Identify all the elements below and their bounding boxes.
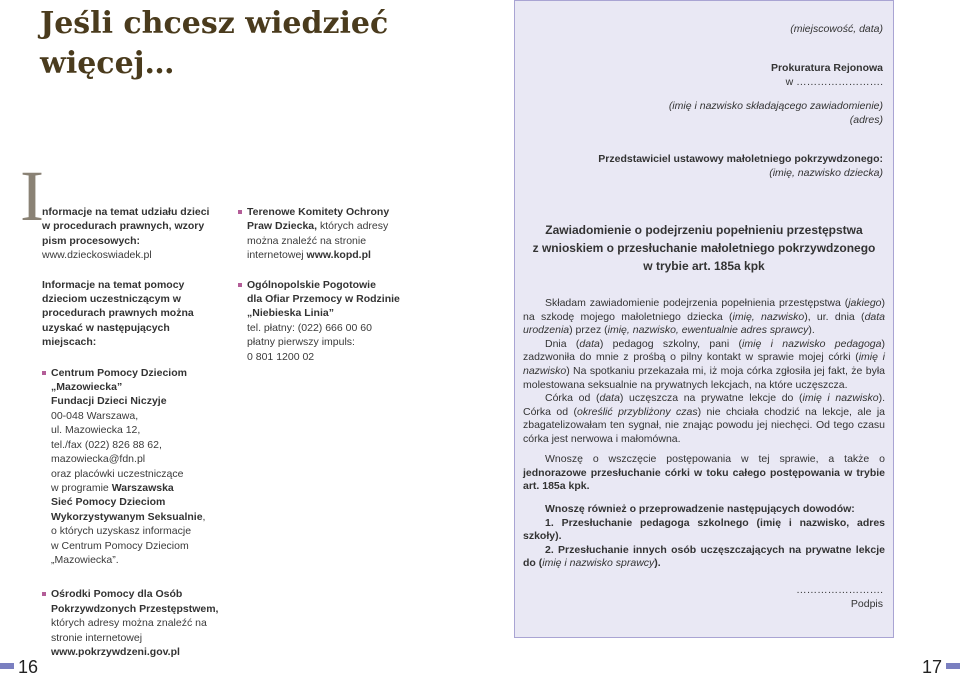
title-line-1: Jeśli chcesz wiedzieć — [40, 6, 389, 41]
b4-bold3: „Niebieska Linia” — [247, 307, 334, 320]
b1-more5: „Mazowiecka”. — [51, 553, 119, 566]
b1-phone: tel./fax (022) 826 88 62, — [51, 438, 162, 451]
b1-line3: Fundacji Dzieci Niczyje — [51, 395, 167, 408]
page-number-right: 17 — [922, 657, 943, 677]
form-body — [523, 297, 885, 447]
recipient — [771, 62, 883, 89]
applicant-line2: (adres) — [849, 113, 883, 126]
signature — [796, 584, 883, 611]
page-title — [40, 4, 388, 84]
b4-bold1: Ogólnopolskie Pogotowie — [247, 278, 376, 291]
place-date — [790, 23, 883, 37]
b4-tel2: płatny pierwszy impuls: — [247, 336, 355, 349]
paragraph-3: Córka od (data) uczęszcza na prywatne lekcje do (imię i nazwisko). Córka od (określić przybliżony czas) nie chciała chodzić na lekcje, ale ja zbagatelizowałam ten sygnał, nie znając powodu jej niechęci. Od tego czasu córka jest nerwowa i małomówna. — [523, 392, 886, 445]
intro-bold: nformacje na temat udziału dzieci w procedurach prawnych, wzory pism procesowych: — [42, 206, 210, 247]
b2-bold: Ośrodki Pomocy dla Osób Pokrzywdzonych Przestępstwem, — [51, 588, 219, 615]
help-intro — [42, 278, 220, 350]
rep-label: Przedstawiciel ustawowy małoletniego pokrzywdzonego: — [598, 153, 883, 165]
notification-form — [514, 0, 894, 638]
b4-tel1: tel. płatny: (022) 666 00 60 — [247, 321, 372, 334]
paragraph-7: 2. Przesłuchanie innych osób uczęszczających na prywatne lekcje do (imię i nazwisko sprawcy). — [523, 543, 885, 570]
b1-more1: oraz placówki uczestniczące — [51, 467, 184, 480]
bullet-niebieska-linia — [238, 278, 410, 364]
bullet-centrum-mazowiecka: Centrum Pomocy Dzieciom „Mazowiecka” Fundacji Dzieci Niczyje 00-048 Warszawa, ul. Mazowiecka 12, tel./fax (022) 826 88 62, mazowiecka@fdn.pl oraz placówki uczestniczące w programie Warszawska Sieć Pomocy Dzieciom Wykorzystywanym Seksualnie, o których uzyskasz informacje w Centrum Pomocy Dzieciom „Mazowiecka”. — [42, 366, 220, 568]
paragraph-6: 1. Przesłuchanie pedagoga szkolnego (imię i nazwisko, adres szkoły). — [523, 516, 885, 543]
b2-text: których adresy można znaleźć na stronie internetowej — [51, 617, 207, 644]
form-title-1: Zawiadomienie o podejrzeniu popełnieniu przestępstwa — [545, 223, 863, 237]
b1-addr1: 00-048 Warszawa, — [51, 409, 139, 422]
signature-line: ……………………. — [796, 584, 883, 596]
request-paragraph — [523, 453, 885, 494]
evidence-section — [523, 503, 885, 571]
left-column — [42, 205, 220, 659]
b1-more2: w programie — [51, 481, 109, 494]
title-line-2: więcej… — [40, 46, 175, 81]
place-date-text: (miejscowość, data) — [790, 23, 883, 35]
bullet-komitety — [238, 205, 410, 263]
bullet-osrodki-pomocy — [42, 587, 220, 659]
paragraph-4: Wnoszę o wszczęcie postępowania w tej sprawie, a także o jednorazowe przesłuchanie córki w toku całego postępowania w trybie art. 185a kpk. — [523, 453, 885, 493]
paragraph-2: Dnia (data) pedagog szkolny, pani (imię i nazwisko pedagoga) zadzwoniła do mnie z prośbą o pilny kontakt w sprawie mojej córki (imię i nazwisko) Na spotkaniu przekazała mi, iż moja córka zgłosiła jej fakt, że była molestowana seksualnie na prywatnych lekcjach, na które uczęszcza. — [523, 337, 885, 391]
pokrzywdzeni-link[interactable]: www.pokrzywdzeni.gov.pl — [51, 645, 180, 658]
signature-label: Podpis — [850, 597, 883, 610]
intro-paragraph — [42, 205, 220, 263]
recipient-line1: Prokuratura Rejonowa — [770, 62, 883, 74]
representative — [598, 153, 883, 180]
b1-more3: o których uzyskasz informacje — [51, 525, 192, 538]
b1-email[interactable]: mazowiecka@fdn.pl — [51, 453, 146, 466]
rep-hint: (imię, nazwisko dziecka) — [769, 166, 883, 179]
help-intro-text: Informacje na temat pomocy dzieciom uczestniczącym w procedurach prawnych można uzyskać w następujących miejscach: — [42, 278, 194, 349]
kopd-link[interactable]: www.kopd.pl — [306, 249, 371, 262]
b1-more4: w Centrum Pomocy Dzieciom — [51, 539, 189, 552]
b3-bold: Terenowe Komitety Ochrony Praw Dziecka, — [247, 206, 390, 233]
form-title — [515, 221, 893, 275]
form-title-2: z wnioskiem o przesłuchanie małoletniego pokrzywdzonego — [532, 241, 876, 255]
b1-prog1: Warszawska — [111, 481, 174, 494]
b1-prog2: Sieć Pomocy Dzieciom — [51, 496, 166, 509]
applicant — [669, 100, 883, 127]
b3-text: których adresy można znaleźć na stronie internetowej — [247, 220, 389, 262]
page-number-left: 16 — [18, 657, 39, 677]
footer-bar-right — [946, 663, 960, 669]
dzieckoswiadek-link[interactable]: www.dzieckoswiadek.pl — [42, 249, 152, 262]
b1-addr2: ul. Mazowiecka 12, — [51, 424, 141, 437]
footer-bar-left — [0, 663, 14, 669]
paragraph-5: Wnoszę również o przeprowadzenie następujących dowodów: — [545, 503, 855, 515]
b1-prog3: Wykorzystywanym Seksualnie — [51, 510, 203, 523]
form-title-3: w trybie art. 185a kpk — [643, 259, 765, 273]
paragraph-1: Składam zawiadomienie podejrzenia popełnienia przestępstwa (jakiego) na szkodę mojego małoletniego dziecka (imię, nazwisko), ur. dnia (data urodzenia) przez (imię, nazwisko, ewentualnie adres sprawcy). — [523, 297, 885, 337]
b1-line2: „Mazowiecka” — [51, 381, 123, 394]
middle-column — [238, 205, 410, 364]
applicant-line1: (imię i nazwisko składającego zawiadomienie) — [668, 100, 883, 112]
b1-line1: Centrum Pomocy Dzieciom — [51, 366, 187, 379]
drop-cap: I — [20, 156, 44, 236]
b4-tel3: 0 801 1200 02 — [247, 350, 315, 363]
recipient-line2: w ……………………. — [785, 75, 883, 88]
b4-bold2: dla Ofiar Przemocy w Rodzinie — [247, 293, 400, 306]
